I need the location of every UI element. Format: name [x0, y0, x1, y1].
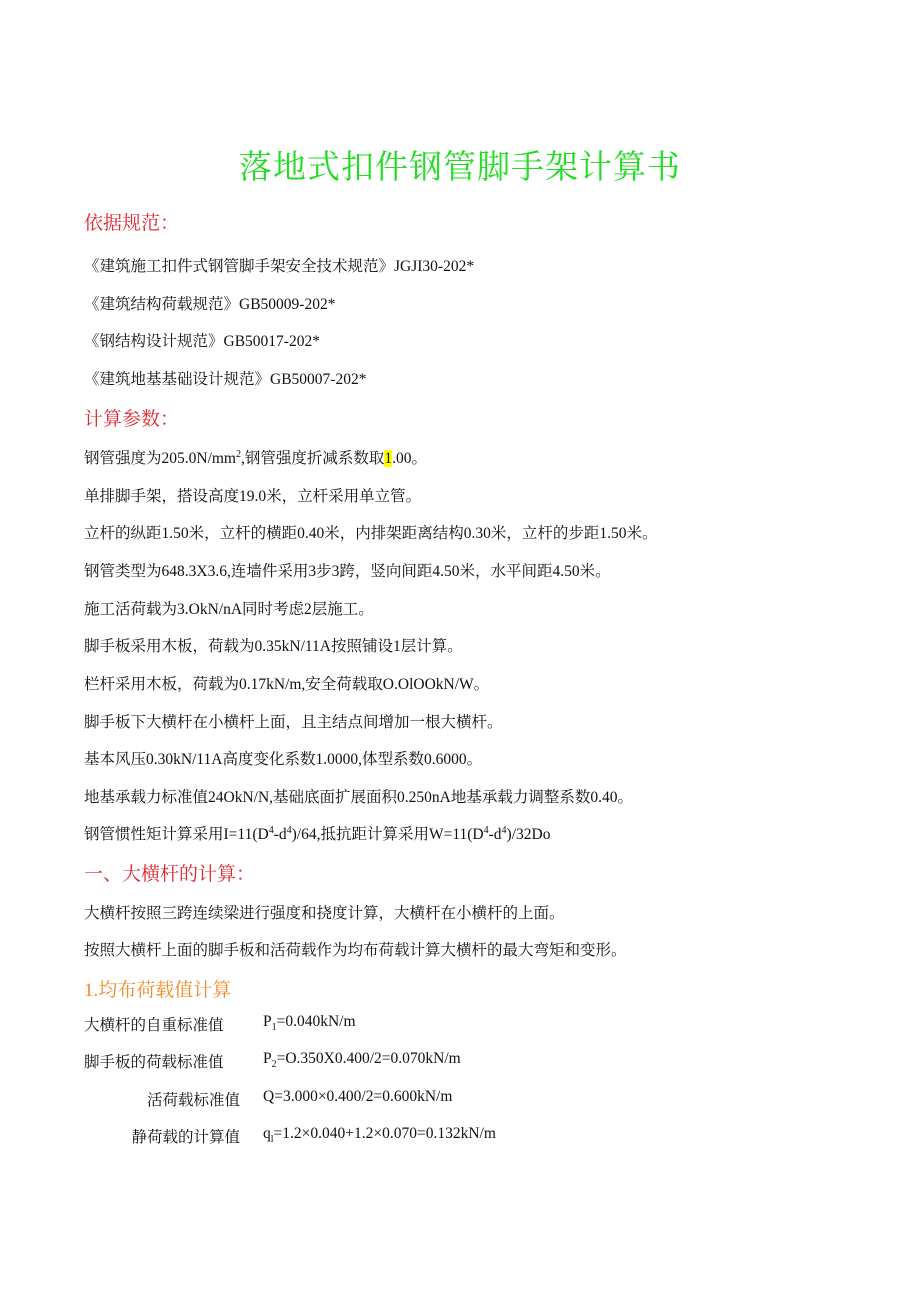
load-value — [263, 1088, 452, 1106]
subsection1-heading: 1.均布荷载值计算 — [84, 980, 232, 1001]
load-label: 脚手板的荷载标准值 — [84, 1054, 224, 1071]
superscript: 4 — [268, 824, 274, 836]
section1-text: 大横杆按照三跨连续梁进行强度和挠度计算，大横杆在小横杆的上面。 — [84, 905, 565, 922]
standard-item: 《建筑结构荷载规范》GB50009-202* — [84, 296, 336, 313]
param-line: 基本风压0.30kN/11A高度变化系数1.0000,体型系数0.6000。 — [84, 751, 483, 768]
text: ,钢管强度折减系数取 — [241, 450, 385, 467]
load-value — [263, 1125, 496, 1145]
text: .00。 — [392, 450, 428, 467]
load-value — [263, 1013, 356, 1033]
symbol: Q — [263, 1088, 275, 1105]
symbol: P — [263, 1013, 272, 1030]
text: )/64,抵抗距计算采用W=11(D — [291, 826, 484, 843]
param-line: 脚手板下大横杆在小横杆上面，且主结点间增加一根大横杆。 — [84, 714, 503, 731]
text: 钢管惯性矩计算采用I=11(D — [84, 826, 269, 843]
param-line: 立杆的纵距1.50米，立杆的横距0.40米，内排架距离结构0.30米，立杆的步距1.50米。 — [84, 525, 658, 542]
superscript: 4 — [286, 824, 292, 836]
section1-text: 按照大横杆上面的脚手板和活荷载作为均布荷载计算大横杆的最大弯矩和变形。 — [84, 942, 627, 959]
value-text: =0.040kN/m — [276, 1013, 356, 1030]
superscript: 2 — [236, 448, 241, 460]
subscript: 1 — [271, 1022, 277, 1034]
inertia-formula-line — [84, 822, 550, 844]
params-heading: 计算参数： — [84, 409, 180, 430]
load-label: 大横杆的自重标准值 — [84, 1017, 224, 1034]
highlighted-text: 1 — [384, 450, 393, 467]
text: -d — [488, 826, 502, 843]
load-label: 静荷载的计算值 — [131, 1129, 240, 1146]
subscript: l — [270, 1134, 274, 1146]
document-title: 落地式扣件钢管脚手架计算书 — [239, 150, 681, 186]
param-line: 单排脚手架，搭设高度19.0米，立杆采用单立管。 — [84, 488, 422, 505]
load-value — [263, 1050, 461, 1070]
symbol: P — [263, 1050, 272, 1067]
subscript: 2 — [271, 1059, 277, 1071]
param-line: 脚手板采用木板，荷载为0.35kN/11A按照铺设1层计算。 — [84, 638, 463, 655]
value-text: =1.2×0.040+1.2×0.070=0.132kN/m — [273, 1125, 496, 1142]
standard-item: 《建筑地基基础设计规范》GB50007-202* — [84, 371, 367, 388]
param-line: 栏杆采用木板，荷载为0.17kN/m,安全荷载取O.OlOOkN/W。 — [84, 676, 490, 693]
basis-heading: 依据规范： — [84, 213, 180, 234]
load-label: 活荷载标准值 — [146, 1092, 240, 1109]
superscript: 4 — [483, 824, 489, 836]
section1-heading: 一、大横杆的计算： — [84, 864, 256, 885]
param-line: 施工活荷载为3.OkN/nA同时考虑2层施工。 — [84, 601, 374, 618]
text: -d — [273, 826, 287, 843]
param-line-steel-strength — [84, 446, 427, 468]
text: 钢管强度为205.0N/mm — [84, 450, 236, 467]
standard-item: 《钢结构设计规范》GB50017-202* — [84, 333, 320, 350]
text: )/32Do — [506, 826, 551, 843]
param-line: 钢管类型为648.3X3.6,连墙件采用3步3跨，竖向间距4.50米，水平间距4.50米。 — [84, 563, 611, 580]
value-text: =O.350X0.400/2=0.070kN/m — [276, 1050, 461, 1067]
value-text: =3.000×0.400/2=0.600kN/m — [274, 1088, 453, 1105]
symbol: q — [263, 1125, 271, 1142]
param-line: 地基承载力标准值24OkN/N,基础底面扩展面积0.250nA地基承载力调整系数0.40。 — [84, 789, 633, 806]
superscript: 4 — [501, 824, 507, 836]
standard-item: 《建筑施工扣件式钢管脚手架安全技术规范》JGJI30-202* — [84, 258, 475, 275]
